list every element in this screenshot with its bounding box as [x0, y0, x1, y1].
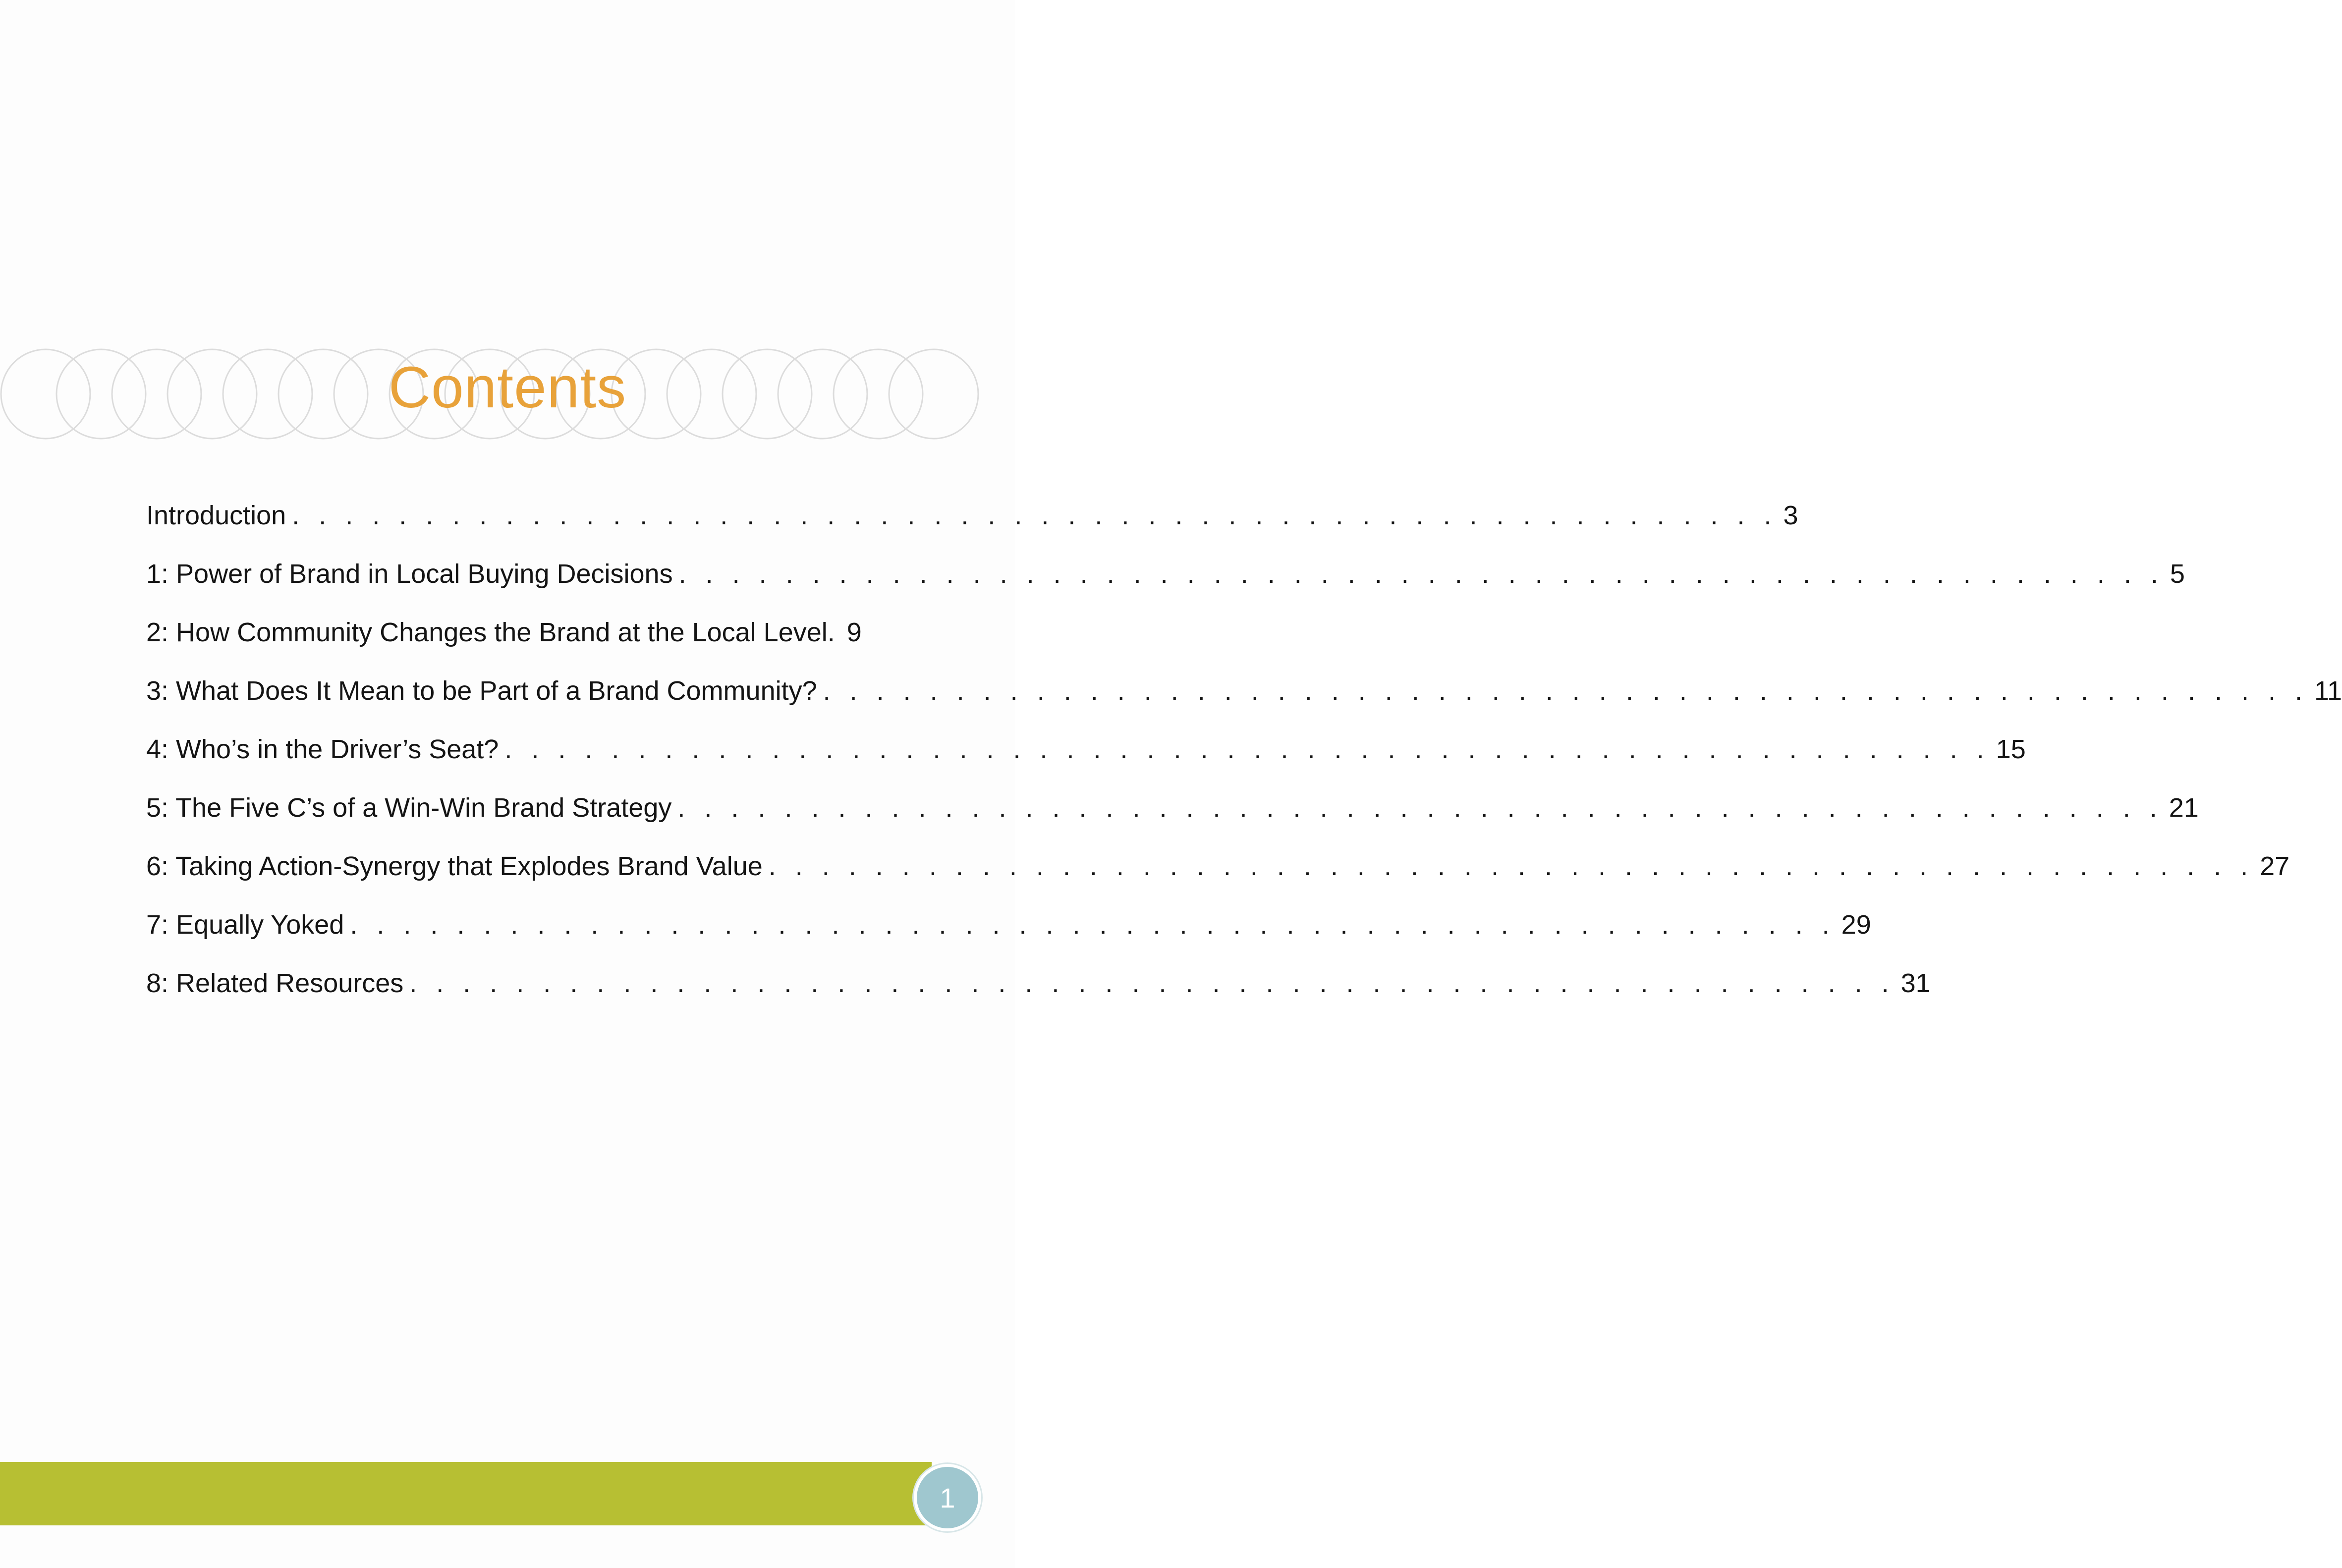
toc-entry-label: Introduction: [146, 501, 286, 530]
toc-entry-chapter-4[interactable]: [146, 732, 2026, 790]
toc-entry-label: 2: How Community Changes the Brand at the Local Level.: [146, 617, 835, 647]
toc-leader-dots: . . . . . . . . . . . . . . . . . . . . . . . . . . . . . . . . . . . . . . . . . . . . . . . . . . . . . . . .: [504, 734, 1990, 764]
toc-entry-page-number: 11: [2314, 676, 2342, 706]
page-number: 1: [940, 1482, 955, 1513]
toc-entry-label: 5: The Five C’s of a Win-Win Brand Strategy: [146, 793, 672, 823]
toc-leader-dots: . . . . . . . . . . . . . . . . . . . . . . . . . . . . . . . . . . . . . . . . . . . . . . . . . . . . . . . .: [823, 676, 2308, 706]
toc-leader-dots: . . . . . . . . . . . . . . . . . . . . . . . . . . . . . . . . . . . . . . . . . . . . . . . . . . . . . . . .: [677, 793, 2163, 823]
toc-leader-dots: . . . . . . . . . . . . . . . . . . . . . . . . . . . . . . . . . . . . . . . . . . . . . . . . . . . . . . . .: [409, 968, 1895, 998]
toc-entry-page-number: 31: [1900, 968, 1931, 998]
page-title: Contents: [388, 355, 627, 420]
toc-entry-label: 3: What Does It Mean to be Part of a Brand Community?: [146, 676, 817, 706]
toc-entry-page-number: 15: [1996, 734, 2026, 764]
toc-leader-dots: . . . . . . . . . . . . . . . . . . . . . . . . . . . . . . . . . . . . . . . . . . . . . . . . . . . . . . . .: [768, 851, 2254, 881]
toc-entry-page-number: 5: [2170, 559, 2185, 589]
toc-entry-introduction[interactable]: [146, 498, 1798, 557]
toc-entry-chapter-2[interactable]: [146, 615, 860, 673]
toc-entry-label: 7: Equally Yoked: [146, 910, 344, 940]
toc-entry-chapter-8[interactable]: [146, 966, 1931, 1024]
toc-entry-page-number: 29: [1841, 910, 1871, 940]
toc-entry-label: 6: Taking Action-Synergy that Explodes Brand Value: [146, 851, 763, 881]
table-of-contents: [146, 498, 2342, 1024]
toc-entry-label: 1: Power of Brand in Local Buying Decisions: [146, 559, 673, 589]
toc-entry-page-number: 9: [846, 617, 862, 647]
toc-entry-chapter-3[interactable]: [146, 673, 2342, 732]
toc-entry-label: 4: Who’s in the Driver’s Seat?: [146, 734, 499, 764]
toc-entry-page-number: 27: [2260, 851, 2290, 881]
toc-entry-page-number: 21: [2169, 793, 2199, 823]
toc-entry-page-number: 3: [1783, 501, 1798, 530]
toc-leader-dots: . . . . . . . . . . . . . . . . . . . . . . . . . . . . . . . . . . . . . . . . . . . . . . . . . . . . . . . .: [350, 910, 1836, 940]
toc-entry-chapter-1[interactable]: [146, 557, 2185, 615]
toc-entry-chapter-6[interactable]: [146, 849, 2290, 907]
toc-entry-chapter-7[interactable]: [146, 907, 1871, 966]
toc-entry-chapter-5[interactable]: [146, 790, 2199, 849]
toc-entry-label: 8: Related Resources: [146, 968, 404, 998]
page-number-badge: [914, 1464, 981, 1531]
footer-bar: [0, 1462, 932, 1525]
toc-leader-dots: . . . . . . . . . . . . . . . . . . . . . . . . . . . . . . . . . . . . . . . . . . . . . . . . . . . . . . . .: [678, 559, 2164, 589]
toc-leader-dots: . . . . . . . . . . . . . . . . . . . . . . . . . . . . . . . . . . . . . . . . . . . . . . . . . . . . . . . .: [292, 501, 1778, 530]
